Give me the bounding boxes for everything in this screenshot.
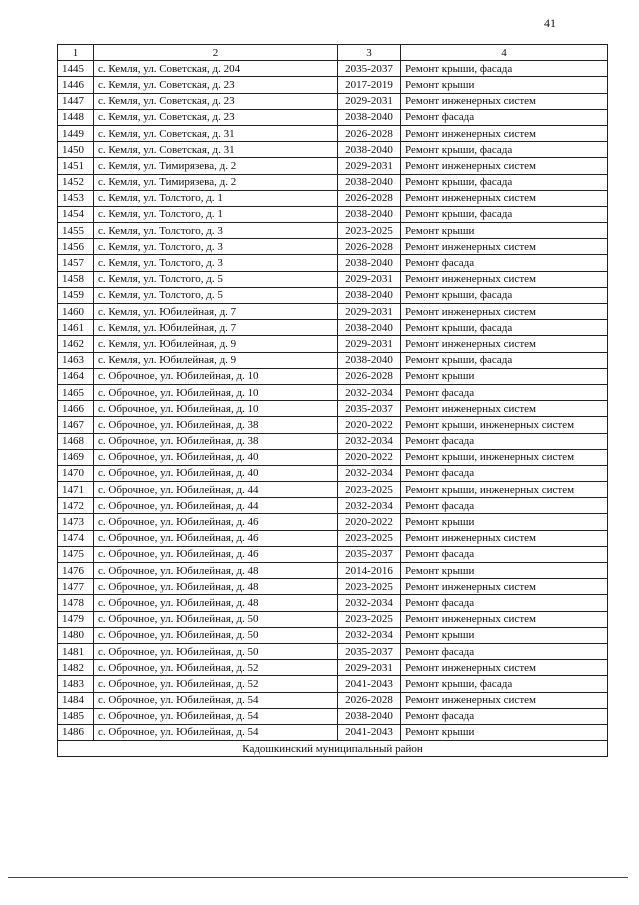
address-cell: с. Кемля, ул. Толстого, д. 3 xyxy=(94,239,338,255)
address-cell: с. Оброчное, ул. Юбилейная, д. 50 xyxy=(94,611,338,627)
period-cell: 2041-2043 xyxy=(338,676,401,692)
period-cell: 2029-2031 xyxy=(338,271,401,287)
row-number: 1461 xyxy=(58,320,94,336)
address-cell: с. Кемля, ул. Толстого, д. 5 xyxy=(94,287,338,303)
period-cell: 2026-2028 xyxy=(338,125,401,141)
row-number: 1453 xyxy=(58,190,94,206)
work-type-cell: Ремонт инженерных систем xyxy=(401,660,608,676)
address-cell: с. Оброчное, ул. Юбилейная, д. 40 xyxy=(94,465,338,481)
address-cell: с. Оброчное, ул. Юбилейная, д. 44 xyxy=(94,482,338,498)
bottom-rule xyxy=(8,877,628,878)
period-cell: 2038-2040 xyxy=(338,287,401,303)
address-cell: с. Кемля, ул. Толстого, д. 5 xyxy=(94,271,338,287)
table-row xyxy=(58,546,608,562)
work-type-cell: Ремонт инженерных систем xyxy=(401,336,608,352)
work-type-cell: Ремонт крыши, фасада xyxy=(401,61,608,77)
row-number: 1457 xyxy=(58,255,94,271)
address-cell: с. Оброчное, ул. Юбилейная, д. 50 xyxy=(94,643,338,659)
work-type-cell: Ремонт фасада xyxy=(401,643,608,659)
row-number: 1455 xyxy=(58,223,94,239)
table-row xyxy=(58,660,608,676)
work-type-cell: Ремонт крыши, фасада xyxy=(401,206,608,222)
row-number: 1465 xyxy=(58,384,94,400)
row-number: 1467 xyxy=(58,417,94,433)
address-cell: с. Оброчное, ул. Юбилейная, д. 50 xyxy=(94,627,338,643)
table-row xyxy=(58,190,608,206)
row-number: 1472 xyxy=(58,498,94,514)
table-row xyxy=(58,401,608,417)
row-number: 1458 xyxy=(58,271,94,287)
row-number: 1475 xyxy=(58,546,94,562)
address-cell: с. Кемля, ул. Толстого, д. 1 xyxy=(94,190,338,206)
table-row xyxy=(58,271,608,287)
table-row xyxy=(58,368,608,384)
work-type-cell: Ремонт крыши xyxy=(401,724,608,740)
row-number: 1463 xyxy=(58,352,94,368)
period-cell: 2026-2028 xyxy=(338,239,401,255)
work-type-cell: Ремонт инженерных систем xyxy=(401,692,608,708)
row-number: 1486 xyxy=(58,724,94,740)
period-cell: 2029-2031 xyxy=(338,336,401,352)
address-cell: с. Кемля, ул. Юбилейная, д. 9 xyxy=(94,352,338,368)
period-cell: 2032-2034 xyxy=(338,498,401,514)
work-type-cell: Ремонт крыши, фасада xyxy=(401,287,608,303)
row-number: 1483 xyxy=(58,676,94,692)
address-cell: с. Оброчное, ул. Юбилейная, д. 46 xyxy=(94,530,338,546)
work-type-cell: Ремонт крыши, фасада xyxy=(401,174,608,190)
row-number: 1466 xyxy=(58,401,94,417)
period-cell: 2020-2022 xyxy=(338,417,401,433)
address-cell: с. Кемля, ул. Советская, д. 23 xyxy=(94,93,338,109)
work-type-cell: Ремонт крыши, инженерных систем xyxy=(401,482,608,498)
table-row xyxy=(58,158,608,174)
address-cell: с. Кемля, ул. Советская, д. 23 xyxy=(94,77,338,93)
work-type-cell: Ремонт фасада xyxy=(401,546,608,562)
column-number-4: 4 xyxy=(401,45,608,61)
address-cell: с. Кемля, ул. Юбилейная, д. 7 xyxy=(94,304,338,320)
period-cell: 2026-2028 xyxy=(338,368,401,384)
table-row xyxy=(58,352,608,368)
column-number-2: 2 xyxy=(94,45,338,61)
period-cell: 2032-2034 xyxy=(338,465,401,481)
address-cell: с. Оброчное, ул. Юбилейная, д. 44 xyxy=(94,498,338,514)
column-number-row xyxy=(58,45,608,61)
work-type-cell: Ремонт инженерных систем xyxy=(401,158,608,174)
period-cell: 2032-2034 xyxy=(338,595,401,611)
table-row xyxy=(58,125,608,141)
address-cell: с. Оброчное, ул. Юбилейная, д. 48 xyxy=(94,579,338,595)
work-type-cell: Ремонт фасада xyxy=(401,384,608,400)
table-body xyxy=(58,61,608,741)
period-cell: 2029-2031 xyxy=(338,304,401,320)
page-number: 41 xyxy=(544,16,556,30)
table-row xyxy=(58,77,608,93)
address-cell: с. Оброчное, ул. Юбилейная, д. 54 xyxy=(94,692,338,708)
work-type-cell: Ремонт инженерных систем xyxy=(401,530,608,546)
address-cell: с. Кемля, ул. Тимирязева, д. 2 xyxy=(94,158,338,174)
work-type-cell: Ремонт крыши xyxy=(401,627,608,643)
table-row xyxy=(58,239,608,255)
row-number: 1469 xyxy=(58,449,94,465)
row-number: 1473 xyxy=(58,514,94,530)
work-type-cell: Ремонт крыши xyxy=(401,368,608,384)
address-cell: с. Кемля, ул. Советская, д. 31 xyxy=(94,125,338,141)
table-row xyxy=(58,465,608,481)
table-row xyxy=(58,61,608,77)
period-cell: 2020-2022 xyxy=(338,514,401,530)
address-cell: с. Оброчное, ул. Юбилейная, д. 10 xyxy=(94,384,338,400)
table-row xyxy=(58,206,608,222)
table-row xyxy=(58,627,608,643)
period-cell: 2038-2040 xyxy=(338,352,401,368)
address-cell: с. Оброчное, ул. Юбилейная, д. 54 xyxy=(94,724,338,740)
work-type-cell: Ремонт крыши xyxy=(401,77,608,93)
period-cell: 2038-2040 xyxy=(338,206,401,222)
address-cell: с. Оброчное, ул. Юбилейная, д. 48 xyxy=(94,563,338,579)
table-row xyxy=(58,676,608,692)
table-row xyxy=(58,449,608,465)
row-number: 1446 xyxy=(58,77,94,93)
period-cell: 2029-2031 xyxy=(338,93,401,109)
table-row xyxy=(58,384,608,400)
row-number: 1480 xyxy=(58,627,94,643)
table-row xyxy=(58,514,608,530)
period-cell: 2029-2031 xyxy=(338,660,401,676)
row-number: 1479 xyxy=(58,611,94,627)
period-cell: 2026-2028 xyxy=(338,692,401,708)
address-cell: с. Оброчное, ул. Юбилейная, д. 38 xyxy=(94,417,338,433)
address-cell: с. Кемля, ул. Советская, д. 31 xyxy=(94,142,338,158)
district-row xyxy=(58,741,608,757)
table-row xyxy=(58,724,608,740)
address-cell: с. Кемля, ул. Толстого, д. 1 xyxy=(94,206,338,222)
work-type-cell: Ремонт фасада xyxy=(401,498,608,514)
period-cell: 2041-2043 xyxy=(338,724,401,740)
row-number: 1451 xyxy=(58,158,94,174)
period-cell: 2038-2040 xyxy=(338,174,401,190)
column-number-3: 3 xyxy=(338,45,401,61)
period-cell: 2023-2025 xyxy=(338,530,401,546)
row-number: 1447 xyxy=(58,93,94,109)
row-number: 1464 xyxy=(58,368,94,384)
address-cell: с. Оброчное, ул. Юбилейная, д. 38 xyxy=(94,433,338,449)
work-type-cell: Ремонт крыши, фасада xyxy=(401,676,608,692)
address-cell: с. Оброчное, ул. Юбилейная, д. 54 xyxy=(94,708,338,724)
address-cell: с. Оброчное, ул. Юбилейная, д. 52 xyxy=(94,660,338,676)
work-type-cell: Ремонт инженерных систем xyxy=(401,611,608,627)
work-type-cell: Ремонт фасада xyxy=(401,433,608,449)
row-number: 1450 xyxy=(58,142,94,158)
period-cell: 2023-2025 xyxy=(338,223,401,239)
period-cell: 2017-2019 xyxy=(338,77,401,93)
work-type-cell: Ремонт инженерных систем xyxy=(401,239,608,255)
work-type-cell: Ремонт инженерных систем xyxy=(401,304,608,320)
work-type-cell: Ремонт крыши xyxy=(401,563,608,579)
table-row xyxy=(58,93,608,109)
table-row xyxy=(58,417,608,433)
table-row xyxy=(58,287,608,303)
table-row xyxy=(58,223,608,239)
address-cell: с. Оброчное, ул. Юбилейная, д. 52 xyxy=(94,676,338,692)
period-cell: 2023-2025 xyxy=(338,482,401,498)
address-cell: с. Оброчное, ул. Юбилейная, д. 10 xyxy=(94,401,338,417)
table-row xyxy=(58,563,608,579)
row-number: 1462 xyxy=(58,336,94,352)
work-type-cell: Ремонт инженерных систем xyxy=(401,579,608,595)
table-row xyxy=(58,109,608,125)
work-type-cell: Ремонт инженерных систем xyxy=(401,401,608,417)
period-cell: 2014-2016 xyxy=(338,563,401,579)
work-type-cell: Ремонт инженерных систем xyxy=(401,190,608,206)
repair-schedule-table xyxy=(57,44,608,757)
period-cell: 2023-2025 xyxy=(338,611,401,627)
table-row xyxy=(58,611,608,627)
table-row xyxy=(58,643,608,659)
period-cell: 2035-2037 xyxy=(338,643,401,659)
work-type-cell: Ремонт фасада xyxy=(401,708,608,724)
row-number: 1471 xyxy=(58,482,94,498)
row-number: 1452 xyxy=(58,174,94,190)
period-cell: 2035-2037 xyxy=(338,61,401,77)
table-row xyxy=(58,255,608,271)
table-row xyxy=(58,433,608,449)
period-cell: 2032-2034 xyxy=(338,384,401,400)
address-cell: с. Кемля, ул. Толстого, д. 3 xyxy=(94,255,338,271)
period-cell: 2020-2022 xyxy=(338,449,401,465)
period-cell: 2023-2025 xyxy=(338,579,401,595)
row-number: 1482 xyxy=(58,660,94,676)
address-cell: с. Кемля, ул. Юбилейная, д. 9 xyxy=(94,336,338,352)
period-cell: 2038-2040 xyxy=(338,320,401,336)
table-row xyxy=(58,304,608,320)
row-number: 1448 xyxy=(58,109,94,125)
work-type-cell: Ремонт фасада xyxy=(401,595,608,611)
row-number: 1478 xyxy=(58,595,94,611)
table-row xyxy=(58,174,608,190)
work-type-cell: Ремонт фасада xyxy=(401,109,608,125)
row-number: 1484 xyxy=(58,692,94,708)
work-type-cell: Ремонт крыши, инженерных систем xyxy=(401,449,608,465)
address-cell: с. Оброчное, ул. Юбилейная, д. 10 xyxy=(94,368,338,384)
period-cell: 2029-2031 xyxy=(338,158,401,174)
work-type-cell: Ремонт инженерных систем xyxy=(401,93,608,109)
row-number: 1468 xyxy=(58,433,94,449)
row-number: 1474 xyxy=(58,530,94,546)
period-cell: 2026-2028 xyxy=(338,190,401,206)
period-cell: 2032-2034 xyxy=(338,627,401,643)
table-row xyxy=(58,320,608,336)
work-type-cell: Ремонт крыши, инженерных систем xyxy=(401,417,608,433)
period-cell: 2035-2037 xyxy=(338,401,401,417)
table-row xyxy=(58,482,608,498)
work-type-cell: Ремонт крыши xyxy=(401,514,608,530)
row-number: 1481 xyxy=(58,643,94,659)
work-type-cell: Ремонт фасада xyxy=(401,465,608,481)
row-number: 1485 xyxy=(58,708,94,724)
district-heading: Кадошкинский муниципальный район xyxy=(58,741,608,757)
address-cell: с. Кемля, ул. Тимирязева, д. 2 xyxy=(94,174,338,190)
address-cell: с. Оброчное, ул. Юбилейная, д. 48 xyxy=(94,595,338,611)
row-number: 1460 xyxy=(58,304,94,320)
period-cell: 2038-2040 xyxy=(338,109,401,125)
period-cell: 2038-2040 xyxy=(338,708,401,724)
row-number: 1449 xyxy=(58,125,94,141)
work-type-cell: Ремонт крыши, фасада xyxy=(401,142,608,158)
row-number: 1445 xyxy=(58,61,94,77)
row-number: 1456 xyxy=(58,239,94,255)
table-row xyxy=(58,579,608,595)
address-cell: с. Кемля, ул. Советская, д. 204 xyxy=(94,61,338,77)
table-row xyxy=(58,595,608,611)
column-number-1: 1 xyxy=(58,45,94,61)
table-row xyxy=(58,530,608,546)
table-row xyxy=(58,498,608,514)
work-type-cell: Ремонт фасада xyxy=(401,255,608,271)
table-row xyxy=(58,692,608,708)
address-cell: с. Кемля, ул. Советская, д. 23 xyxy=(94,109,338,125)
address-cell: с. Кемля, ул. Юбилейная, д. 7 xyxy=(94,320,338,336)
work-type-cell: Ремонт инженерных систем xyxy=(401,271,608,287)
table-row xyxy=(58,142,608,158)
work-type-cell: Ремонт инженерных систем xyxy=(401,125,608,141)
period-cell: 2032-2034 xyxy=(338,433,401,449)
row-number: 1476 xyxy=(58,563,94,579)
work-type-cell: Ремонт крыши xyxy=(401,223,608,239)
period-cell: 2038-2040 xyxy=(338,142,401,158)
address-cell: с. Кемля, ул. Толстого, д. 3 xyxy=(94,223,338,239)
address-cell: с. Оброчное, ул. Юбилейная, д. 46 xyxy=(94,514,338,530)
work-type-cell: Ремонт крыши, фасада xyxy=(401,320,608,336)
row-number: 1477 xyxy=(58,579,94,595)
row-number: 1459 xyxy=(58,287,94,303)
period-cell: 2038-2040 xyxy=(338,255,401,271)
table-row xyxy=(58,708,608,724)
work-type-cell: Ремонт крыши, фасада xyxy=(401,352,608,368)
row-number: 1470 xyxy=(58,465,94,481)
row-number: 1454 xyxy=(58,206,94,222)
period-cell: 2035-2037 xyxy=(338,546,401,562)
table-row xyxy=(58,336,608,352)
address-cell: с. Оброчное, ул. Юбилейная, д. 40 xyxy=(94,449,338,465)
address-cell: с. Оброчное, ул. Юбилейная, д. 46 xyxy=(94,546,338,562)
